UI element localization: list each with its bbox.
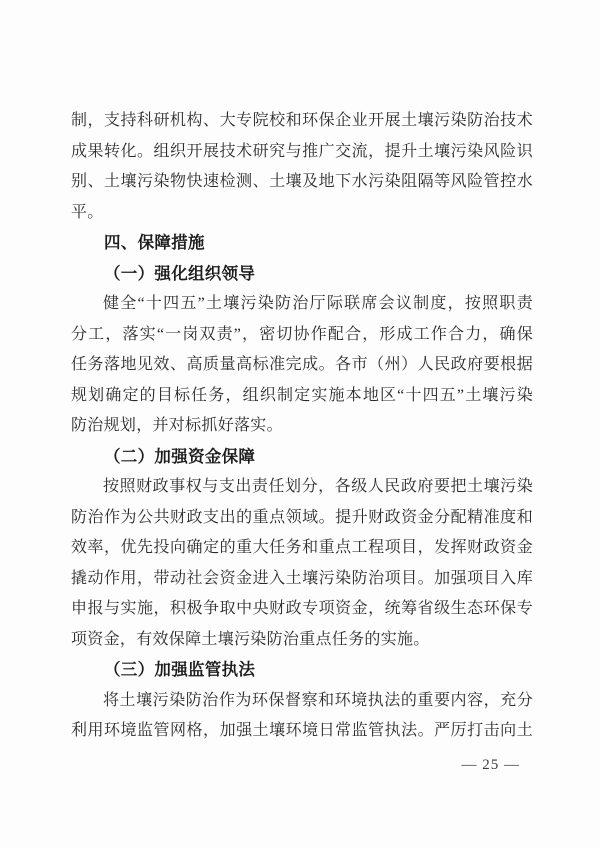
section-heading-4: 四、保障措施	[104, 234, 205, 252]
text-line: 撬动作用，带动社会资金进入土壤污染防治项目。加强项目入库	[71, 569, 533, 587]
text-line: 项资金，有效保障土壤污染防治重点任务的实施。	[71, 630, 430, 648]
text-line: 任务落地见效、高质量高标准完成。各市（州）人民政府要根据	[71, 356, 533, 373]
subsection-heading-3: （三）加强监管执法	[104, 660, 256, 679]
text-line: 制，支持科研机构、大专院校和环保企业开展土壤污染防治技术	[71, 112, 533, 129]
text-line: 规划确定的目标任务，组织制定实施本地区“十四五”土壤污染	[71, 386, 533, 404]
text-line: 防治规划，并对标抓好落实。	[71, 417, 283, 434]
page-number	[462, 754, 521, 776]
text-line: 将土壤污染防治作为环保督察和环境执法的重要内容，充分	[103, 691, 533, 709]
page-number-text: — 25 —	[461, 757, 520, 773]
text-line: 防治作为公共财政支出的重点领域。提升财政资金分配精准度和	[71, 508, 533, 526]
text-line: 申报与实施，积极争取中央财政专项资金，统筹省级生态环保专	[71, 600, 533, 617]
text-line: 利用环境监管网格，加强土壤环境日常监管执法。严厉打击向土	[71, 722, 533, 739]
text-line: 成果转化。组织开展技术研究与推广交流，提升土壤污染风险识	[71, 142, 533, 160]
text-line: 分工，落实“一岗双责”，密切协作配合，形成工作合力，确保	[71, 325, 533, 343]
text-line: 按照财政事权与支出责任划分，各级人民政府要把土壤污染	[103, 478, 533, 495]
text-line: 健全“十四五”土壤污染防治厅际联席会议制度，按照职责	[103, 295, 533, 312]
document-body	[71, 106, 533, 747]
subsection-heading-2: （二）加强资金保障	[104, 446, 256, 466]
text-line: 平。	[71, 203, 104, 221]
text-line: 效率，优先投向确定的重大任务和重点工程项目，发挥财政资金	[71, 539, 533, 556]
subsection-heading-1: （一）强化组织领导	[104, 263, 256, 283]
text-line: 别、土壤污染物快速检测、土壤及地下水污染阻隔等风险管控水	[71, 173, 533, 190]
